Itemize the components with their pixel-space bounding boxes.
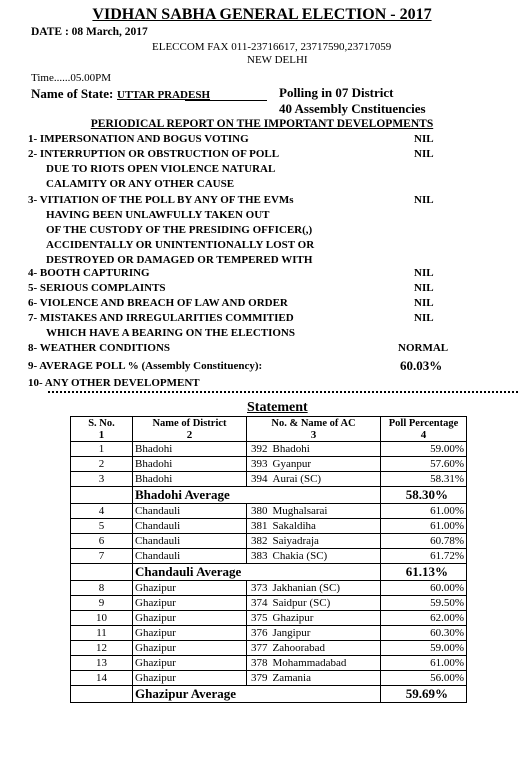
- development-item-status: NORMAL: [398, 342, 449, 354]
- fax-numbers: ELECCOM FAX 011-23716617, 23717590,23717059: [152, 41, 392, 53]
- development-item-status: NIL: [414, 194, 434, 206]
- average-empty-cell: [71, 487, 133, 504]
- ac-number: 380: [247, 504, 271, 519]
- district-name: Bhadohi: [133, 457, 247, 472]
- poll-percentage: 62.00%: [381, 611, 467, 626]
- ac-number: 375: [247, 611, 271, 626]
- development-item-status: NIL: [414, 148, 434, 160]
- ac-number: 379: [247, 671, 271, 686]
- average-percentage: 61.13%: [381, 564, 467, 581]
- report-date: DATE : 08 March, 2017: [31, 26, 148, 38]
- ac-name: Jangipur: [271, 626, 381, 641]
- document-title: VIDHAN SABHA GENERAL ELECTION - 2017: [92, 6, 432, 23]
- average-label: Chandauli Average: [133, 564, 381, 581]
- district-name: Ghazipur: [133, 611, 247, 626]
- ac-name: Ghazipur: [271, 611, 381, 626]
- district-name: Chandauli: [133, 549, 247, 564]
- city: NEW DELHI: [247, 54, 308, 66]
- ac-name: Bhadohi: [271, 442, 381, 457]
- development-item-status: NIL: [414, 267, 434, 279]
- district-name: Ghazipur: [133, 581, 247, 596]
- poll-percentage: 56.00%: [381, 671, 467, 686]
- ac-name: Chakia (SC): [271, 549, 381, 564]
- poll-percentage: 60.78%: [381, 534, 467, 549]
- district-name: Bhadohi: [133, 442, 247, 457]
- serial-number: 10: [71, 611, 133, 626]
- ac-number: 383: [247, 549, 271, 564]
- development-item-status: NIL: [414, 133, 434, 145]
- table-row: [71, 596, 467, 611]
- poll-percentage: 60.00%: [381, 581, 467, 596]
- poll-percentage: 59.50%: [381, 596, 467, 611]
- district-name: Ghazipur: [133, 626, 247, 641]
- average-label: Bhadohi Average: [133, 487, 381, 504]
- ac-number: 394: [247, 472, 271, 487]
- poll-percentage: 61.00%: [381, 656, 467, 671]
- polling-constituencies: 40 Assembly Cnstituencies: [279, 101, 426, 116]
- serial-number: 12: [71, 641, 133, 656]
- development-item-text: 2- INTERRUPTION OR OBSTRUCTION OF POLL: [28, 148, 280, 160]
- ac-name: Zamania: [271, 671, 381, 686]
- header-poll: Poll Percentage: [381, 417, 467, 431]
- ac-number: 374: [247, 596, 271, 611]
- header-district: Name of District: [133, 417, 247, 431]
- development-item-text: WHICH HAVE A BEARING ON THE ELECTIONS: [46, 327, 295, 339]
- table-row: [71, 534, 467, 549]
- poll-percentage: 61.00%: [381, 519, 467, 534]
- poll-percentage: 60.30%: [381, 626, 467, 641]
- average-row: [71, 564, 467, 581]
- table-row: [71, 626, 467, 641]
- poll-percentage: 59.00%: [381, 641, 467, 656]
- average-percentage: 58.30%: [381, 487, 467, 504]
- development-item-text: 10- ANY OTHER DEVELOPMENT: [28, 377, 200, 389]
- average-label: Ghazipur Average: [133, 686, 381, 703]
- development-item-text: DUE TO RIOTS OPEN VIOLENCE NATURAL: [46, 163, 276, 175]
- serial-number: 6: [71, 534, 133, 549]
- average-empty-cell: [71, 564, 133, 581]
- poll-percentage: 61.72%: [381, 549, 467, 564]
- ac-name: Saidpur (SC): [271, 596, 381, 611]
- table-row: [71, 656, 467, 671]
- statement-body: [71, 442, 467, 703]
- table-row: [71, 472, 467, 487]
- ac-number: 377: [247, 641, 271, 656]
- serial-number: 7: [71, 549, 133, 564]
- ac-name: Gyanpur: [271, 457, 381, 472]
- header-sno: S. No.: [71, 417, 133, 431]
- table-row: [71, 549, 467, 564]
- statement-table: [70, 416, 467, 703]
- ac-number: 392: [247, 442, 271, 457]
- district-name: Ghazipur: [133, 656, 247, 671]
- ac-number: 382: [247, 534, 271, 549]
- col-number: 4: [381, 430, 467, 442]
- table-row: [71, 457, 467, 472]
- development-item-text: 9- AVERAGE POLL % (Assembly Constituency):: [28, 360, 263, 372]
- table-row: [71, 641, 467, 656]
- development-item-text: 8- WEATHER CONDITIONS: [28, 342, 171, 354]
- serial-number: 9: [71, 596, 133, 611]
- polling-districts: Polling in 07 District: [279, 85, 394, 100]
- state-underline: [185, 100, 267, 101]
- development-item-status: NIL: [414, 282, 434, 294]
- development-item-text: DESTROYED OR DAMAGED OR TEMPERED WITH: [46, 254, 313, 266]
- serial-number: 11: [71, 626, 133, 641]
- ac-name: Saiyadraja: [271, 534, 381, 549]
- serial-number: 1: [71, 442, 133, 457]
- table-row: [71, 519, 467, 534]
- development-item-text: 7- MISTAKES AND IRREGULARITIES COMMITIED: [28, 312, 294, 324]
- average-row: [71, 686, 467, 703]
- development-item-status: 60.03%: [400, 358, 443, 373]
- statement-title: Statement: [247, 400, 308, 415]
- table-row: [71, 581, 467, 596]
- average-empty-cell: [71, 686, 133, 703]
- development-item-text: 6- VIOLENCE AND BREACH OF LAW AND ORDER: [28, 297, 288, 309]
- table-row: [71, 611, 467, 626]
- table-row: [71, 442, 467, 457]
- ac-name: Jakhanian (SC): [271, 581, 381, 596]
- report-title: PERIODICAL REPORT ON THE IMPORTANT DEVELOPMENTS: [90, 118, 434, 130]
- ac-name: Aurai (SC): [271, 472, 381, 487]
- district-name: Chandauli: [133, 504, 247, 519]
- poll-percentage: 57.60%: [381, 457, 467, 472]
- table-row: [71, 671, 467, 686]
- development-item-text: 4- BOOTH CAPTURING: [28, 267, 150, 279]
- development-item-text: 5- SERIOUS COMPLAINTS: [28, 282, 166, 294]
- development-item-text: OF THE CUSTODY OF THE PRESIDING OFFICER(,): [46, 224, 313, 236]
- district-name: Chandauli: [133, 534, 247, 549]
- serial-number: 5: [71, 519, 133, 534]
- district-name: Chandauli: [133, 519, 247, 534]
- serial-number: 14: [71, 671, 133, 686]
- poll-percentage: 61.00%: [381, 504, 467, 519]
- ac-number: 373: [247, 581, 271, 596]
- table-row: [71, 504, 467, 519]
- average-row: [71, 487, 467, 504]
- poll-percentage: 58.31%: [381, 472, 467, 487]
- report-time: Time......05.00PM: [31, 72, 111, 84]
- ac-name: Zahoorabad: [271, 641, 381, 656]
- dotted-divider: [48, 391, 518, 393]
- development-item-text: ACCIDENTALLY OR UNINTENTIONALLY LOST OR: [46, 239, 315, 251]
- development-item-status: NIL: [414, 312, 434, 324]
- ac-name: Sakaldiha: [271, 519, 381, 534]
- col-number: 2: [133, 430, 247, 442]
- development-item-text: 3- VITIATION OF THE POLL BY ANY OF THE EVMs: [28, 194, 294, 206]
- serial-number: 4: [71, 504, 133, 519]
- ac-number: 393: [247, 457, 271, 472]
- ac-number: 381: [247, 519, 271, 534]
- development-item-text: HAVING BEEN UNLAWFULLY TAKEN OUT: [46, 209, 270, 221]
- poll-percentage: 59.00%: [381, 442, 467, 457]
- serial-number: 13: [71, 656, 133, 671]
- district-name: Ghazipur: [133, 641, 247, 656]
- col-number: 1: [71, 430, 133, 442]
- ac-name: Mughalsarai: [271, 504, 381, 519]
- development-item-text: CALAMITY OR ANY OTHER CAUSE: [46, 178, 235, 190]
- serial-number: 2: [71, 457, 133, 472]
- district-name: Ghazipur: [133, 671, 247, 686]
- ac-number: 376: [247, 626, 271, 641]
- serial-number: 3: [71, 472, 133, 487]
- state-label: Name of State:: [31, 86, 114, 101]
- development-item-text: 1- IMPERSONATION AND BOGUS VOTING: [28, 133, 249, 145]
- district-name: Ghazipur: [133, 596, 247, 611]
- header-ac: No. & Name of AC: [247, 417, 381, 431]
- state-name: UTTAR PRADESH: [117, 89, 211, 101]
- ac-number: 378: [247, 656, 271, 671]
- development-item-status: NIL: [414, 297, 434, 309]
- average-percentage: 59.69%: [381, 686, 467, 703]
- district-name: Bhadohi: [133, 472, 247, 487]
- col-number: 3: [247, 430, 381, 442]
- ac-name: Mohammadabad: [271, 656, 381, 671]
- serial-number: 8: [71, 581, 133, 596]
